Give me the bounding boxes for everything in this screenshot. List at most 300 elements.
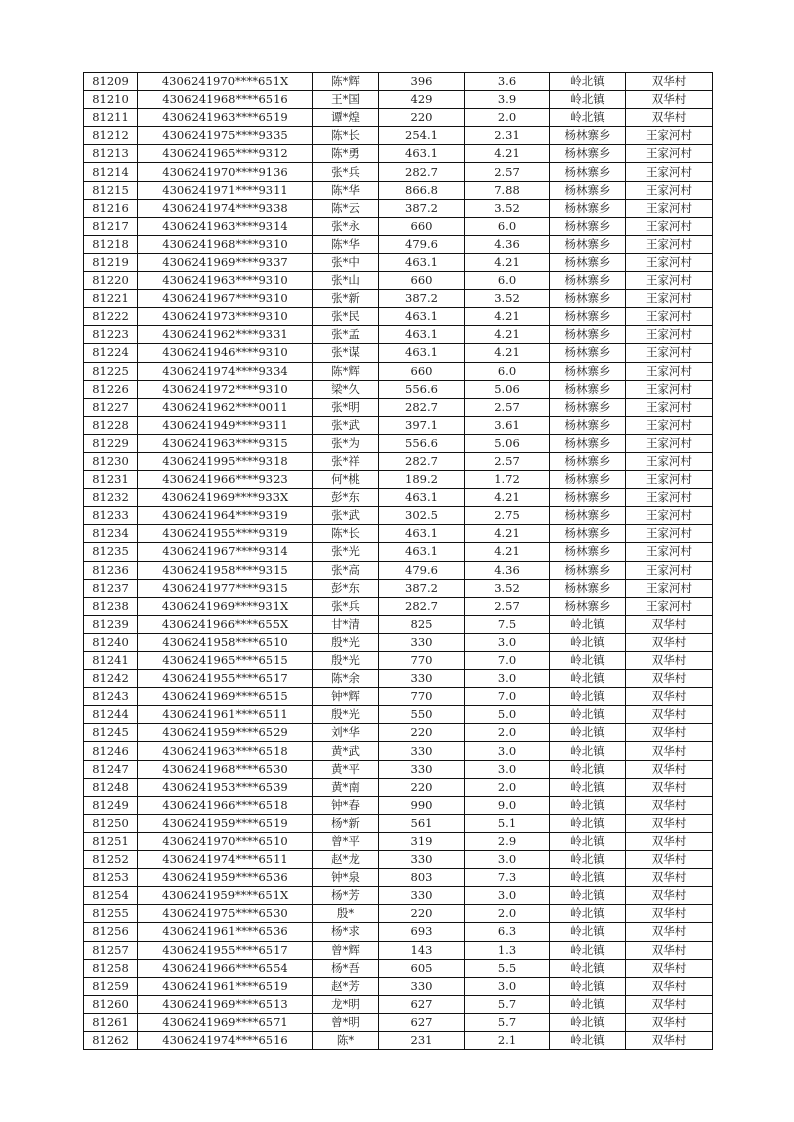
area-cell: 2.0 — [465, 724, 550, 742]
area-cell: 3.0 — [465, 670, 550, 688]
serial-number-cell: 81254 — [84, 887, 138, 905]
amount-cell: 282.7 — [379, 163, 465, 181]
amount-cell: 319 — [379, 832, 465, 850]
area-cell: 5.7 — [465, 995, 550, 1013]
amount-cell: 770 — [379, 652, 465, 670]
amount-cell: 282.7 — [379, 597, 465, 615]
name-cell: 张*孟 — [313, 326, 379, 344]
id-number-cell: 4306241958****6510 — [138, 633, 313, 651]
name-cell: 谭*煌 — [313, 109, 379, 127]
village-cell: 双华村 — [626, 1013, 713, 1031]
name-cell: 殷* — [313, 905, 379, 923]
amount-cell: 330 — [379, 670, 465, 688]
table-row — [84, 489, 713, 507]
town-cell: 岭北镇 — [550, 109, 626, 127]
name-cell: 陈*勇 — [313, 145, 379, 163]
table-row — [84, 308, 713, 326]
village-cell: 王家河村 — [626, 452, 713, 470]
town-cell: 岭北镇 — [550, 814, 626, 832]
id-number-cell: 4306241949****9311 — [138, 416, 313, 434]
town-cell: 杨林寨乡 — [550, 543, 626, 561]
serial-number-cell: 81216 — [84, 199, 138, 217]
village-cell: 王家河村 — [626, 434, 713, 452]
village-cell: 王家河村 — [626, 199, 713, 217]
village-cell: 双华村 — [626, 760, 713, 778]
area-cell: 4.21 — [465, 145, 550, 163]
area-cell: 3.52 — [465, 290, 550, 308]
amount-cell: 479.6 — [379, 561, 465, 579]
village-cell: 王家河村 — [626, 597, 713, 615]
village-cell: 双华村 — [626, 905, 713, 923]
serial-number-cell: 81242 — [84, 670, 138, 688]
amount-cell: 330 — [379, 760, 465, 778]
village-cell: 双华村 — [626, 887, 713, 905]
table-row — [84, 290, 713, 308]
amount-cell: 463.1 — [379, 489, 465, 507]
table-row — [84, 579, 713, 597]
area-cell: 6.0 — [465, 217, 550, 235]
amount-cell: 825 — [379, 615, 465, 633]
serial-number-cell: 81230 — [84, 452, 138, 470]
table-row — [84, 724, 713, 742]
area-cell: 5.0 — [465, 706, 550, 724]
amount-cell: 990 — [379, 796, 465, 814]
village-cell: 双华村 — [626, 959, 713, 977]
amount-cell: 561 — [379, 814, 465, 832]
table-row — [84, 869, 713, 887]
amount-cell: 387.2 — [379, 199, 465, 217]
area-cell: 3.0 — [465, 742, 550, 760]
area-cell: 7.88 — [465, 181, 550, 199]
serial-number-cell: 81231 — [84, 471, 138, 489]
name-cell: 杨*芳 — [313, 887, 379, 905]
table-row — [84, 109, 713, 127]
area-cell: 4.21 — [465, 489, 550, 507]
name-cell: 张*明 — [313, 398, 379, 416]
table-row — [84, 615, 713, 633]
serial-number-cell: 81222 — [84, 308, 138, 326]
village-cell: 双华村 — [626, 796, 713, 814]
id-number-cell: 4306241975****9335 — [138, 127, 313, 145]
name-cell: 龙*明 — [313, 995, 379, 1013]
town-cell: 岭北镇 — [550, 615, 626, 633]
town-cell: 杨林寨乡 — [550, 597, 626, 615]
table-row — [84, 398, 713, 416]
id-number-cell: 4306241968****6516 — [138, 91, 313, 109]
name-cell: 王*国 — [313, 91, 379, 109]
id-number-cell: 4306241963****6518 — [138, 742, 313, 760]
town-cell: 杨林寨乡 — [550, 561, 626, 579]
amount-cell: 143 — [379, 941, 465, 959]
id-number-cell: 4306241969****931X — [138, 597, 313, 615]
name-cell: 彭*东 — [313, 489, 379, 507]
town-cell: 岭北镇 — [550, 91, 626, 109]
id-number-cell: 4306241961****6511 — [138, 706, 313, 724]
name-cell: 曾*明 — [313, 1013, 379, 1031]
id-number-cell: 4306241966****655X — [138, 615, 313, 633]
village-cell: 双华村 — [626, 670, 713, 688]
village-cell: 双华村 — [626, 832, 713, 850]
serial-number-cell: 81214 — [84, 163, 138, 181]
town-cell: 岭北镇 — [550, 1031, 626, 1049]
town-cell: 杨林寨乡 — [550, 272, 626, 290]
village-cell: 双华村 — [626, 941, 713, 959]
area-cell: 3.0 — [465, 633, 550, 651]
village-cell: 双华村 — [626, 724, 713, 742]
id-number-cell: 4306241974****9338 — [138, 199, 313, 217]
amount-cell: 429 — [379, 91, 465, 109]
table-row — [84, 380, 713, 398]
serial-number-cell: 81224 — [84, 344, 138, 362]
amount-cell: 463.1 — [379, 253, 465, 271]
amount-cell: 866.8 — [379, 181, 465, 199]
town-cell: 岭北镇 — [550, 796, 626, 814]
serial-number-cell: 81238 — [84, 597, 138, 615]
serial-number-cell: 81217 — [84, 217, 138, 235]
id-number-cell: 4306241971****9311 — [138, 181, 313, 199]
amount-cell: 220 — [379, 905, 465, 923]
area-cell: 3.52 — [465, 199, 550, 217]
name-cell: 张*光 — [313, 543, 379, 561]
serial-number-cell: 81236 — [84, 561, 138, 579]
village-cell: 双华村 — [626, 91, 713, 109]
table-row — [84, 905, 713, 923]
village-cell: 王家河村 — [626, 253, 713, 271]
table-row — [84, 145, 713, 163]
town-cell: 杨林寨乡 — [550, 579, 626, 597]
serial-number-cell: 81250 — [84, 814, 138, 832]
area-cell: 6.3 — [465, 923, 550, 941]
amount-cell: 627 — [379, 995, 465, 1013]
village-cell: 王家河村 — [626, 543, 713, 561]
area-cell: 3.0 — [465, 977, 550, 995]
records-table — [83, 72, 713, 1050]
name-cell: 杨*吾 — [313, 959, 379, 977]
name-cell: 陈*华 — [313, 235, 379, 253]
village-cell: 王家河村 — [626, 145, 713, 163]
id-number-cell: 4306241974****6511 — [138, 851, 313, 869]
town-cell: 杨林寨乡 — [550, 163, 626, 181]
id-number-cell: 4306241963****9310 — [138, 272, 313, 290]
area-cell: 4.21 — [465, 253, 550, 271]
id-number-cell: 4306241959****6529 — [138, 724, 313, 742]
name-cell: 陈*云 — [313, 199, 379, 217]
id-number-cell: 4306241969****9337 — [138, 253, 313, 271]
amount-cell: 463.1 — [379, 344, 465, 362]
town-cell: 岭北镇 — [550, 869, 626, 887]
id-number-cell: 4306241969****6515 — [138, 688, 313, 706]
table-row — [84, 73, 713, 91]
village-cell: 王家河村 — [626, 525, 713, 543]
table-row — [84, 91, 713, 109]
serial-number-cell: 81257 — [84, 941, 138, 959]
id-number-cell: 4306241974****9334 — [138, 362, 313, 380]
town-cell: 岭北镇 — [550, 887, 626, 905]
table-row — [84, 923, 713, 941]
name-cell: 陈*余 — [313, 670, 379, 688]
serial-number-cell: 81239 — [84, 615, 138, 633]
area-cell: 4.21 — [465, 308, 550, 326]
name-cell: 张*谋 — [313, 344, 379, 362]
table-row — [84, 217, 713, 235]
serial-number-cell: 81218 — [84, 235, 138, 253]
id-number-cell: 4306241961****6536 — [138, 923, 313, 941]
town-cell: 岭北镇 — [550, 760, 626, 778]
table-row — [84, 977, 713, 995]
table-row — [84, 235, 713, 253]
table-row — [84, 163, 713, 181]
id-number-cell: 4306241946****9310 — [138, 344, 313, 362]
town-cell: 杨林寨乡 — [550, 471, 626, 489]
town-cell: 杨林寨乡 — [550, 217, 626, 235]
amount-cell: 220 — [379, 724, 465, 742]
name-cell: 张*武 — [313, 416, 379, 434]
amount-cell: 463.1 — [379, 308, 465, 326]
area-cell: 9.0 — [465, 796, 550, 814]
village-cell: 王家河村 — [626, 326, 713, 344]
id-number-cell: 4306241966****9323 — [138, 471, 313, 489]
name-cell: 赵*龙 — [313, 851, 379, 869]
serial-number-cell: 81245 — [84, 724, 138, 742]
amount-cell: 397.1 — [379, 416, 465, 434]
amount-cell: 282.7 — [379, 398, 465, 416]
town-cell: 岭北镇 — [550, 73, 626, 91]
village-cell: 王家河村 — [626, 272, 713, 290]
name-cell: 陈*华 — [313, 181, 379, 199]
id-number-cell: 4306241964****9319 — [138, 507, 313, 525]
area-cell: 5.1 — [465, 814, 550, 832]
serial-number-cell: 81259 — [84, 977, 138, 995]
table-row — [84, 344, 713, 362]
id-number-cell: 4306241967****9314 — [138, 543, 313, 561]
area-cell: 5.5 — [465, 959, 550, 977]
amount-cell: 220 — [379, 109, 465, 127]
area-cell: 4.21 — [465, 543, 550, 561]
town-cell: 岭北镇 — [550, 923, 626, 941]
town-cell: 杨林寨乡 — [550, 452, 626, 470]
town-cell: 杨林寨乡 — [550, 362, 626, 380]
town-cell: 杨林寨乡 — [550, 489, 626, 507]
serial-number-cell: 81255 — [84, 905, 138, 923]
name-cell: 曾*辉 — [313, 941, 379, 959]
area-cell: 7.0 — [465, 652, 550, 670]
serial-number-cell: 81240 — [84, 633, 138, 651]
village-cell: 双华村 — [626, 615, 713, 633]
name-cell: 甘*清 — [313, 615, 379, 633]
area-cell: 6.0 — [465, 362, 550, 380]
serial-number-cell: 81221 — [84, 290, 138, 308]
town-cell: 杨林寨乡 — [550, 181, 626, 199]
table-row — [84, 181, 713, 199]
table-row — [84, 416, 713, 434]
amount-cell: 463.1 — [379, 525, 465, 543]
table-row — [84, 452, 713, 470]
table-row — [84, 507, 713, 525]
serial-number-cell: 81215 — [84, 181, 138, 199]
name-cell: 张*中 — [313, 253, 379, 271]
serial-number-cell: 81237 — [84, 579, 138, 597]
serial-number-cell: 81261 — [84, 1013, 138, 1031]
id-number-cell: 4306241955****9319 — [138, 525, 313, 543]
serial-number-cell: 81243 — [84, 688, 138, 706]
village-cell: 王家河村 — [626, 380, 713, 398]
village-cell: 双华村 — [626, 109, 713, 127]
table-row — [84, 941, 713, 959]
area-cell: 4.21 — [465, 525, 550, 543]
area-cell: 7.5 — [465, 615, 550, 633]
serial-number-cell: 81212 — [84, 127, 138, 145]
town-cell: 岭北镇 — [550, 941, 626, 959]
village-cell: 王家河村 — [626, 489, 713, 507]
serial-number-cell: 81260 — [84, 995, 138, 1013]
village-cell: 王家河村 — [626, 235, 713, 253]
table-row — [84, 253, 713, 271]
area-cell: 2.1 — [465, 1031, 550, 1049]
name-cell: 陈*长 — [313, 127, 379, 145]
town-cell: 岭北镇 — [550, 905, 626, 923]
area-cell: 2.0 — [465, 905, 550, 923]
area-cell: 4.36 — [465, 235, 550, 253]
table-row — [84, 959, 713, 977]
area-cell: 3.0 — [465, 760, 550, 778]
table-row — [84, 706, 713, 724]
id-number-cell: 4306241962****0011 — [138, 398, 313, 416]
name-cell: 刘*华 — [313, 724, 379, 742]
village-cell: 王家河村 — [626, 181, 713, 199]
id-number-cell: 4306241963****6519 — [138, 109, 313, 127]
id-number-cell: 4306241970****6510 — [138, 832, 313, 850]
amount-cell: 660 — [379, 272, 465, 290]
table-row — [84, 778, 713, 796]
name-cell: 殷*光 — [313, 706, 379, 724]
id-number-cell: 4306241973****9310 — [138, 308, 313, 326]
table-row — [84, 326, 713, 344]
amount-cell: 479.6 — [379, 235, 465, 253]
village-cell: 王家河村 — [626, 416, 713, 434]
amount-cell: 254.1 — [379, 127, 465, 145]
id-number-cell: 4306241975****6530 — [138, 905, 313, 923]
amount-cell: 660 — [379, 362, 465, 380]
village-cell: 双华村 — [626, 688, 713, 706]
name-cell: 杨*新 — [313, 814, 379, 832]
area-cell: 3.61 — [465, 416, 550, 434]
serial-number-cell: 81233 — [84, 507, 138, 525]
id-number-cell: 4306241959****6536 — [138, 869, 313, 887]
name-cell: 钟*泉 — [313, 869, 379, 887]
serial-number-cell: 81247 — [84, 760, 138, 778]
area-cell: 3.0 — [465, 851, 550, 869]
town-cell: 杨林寨乡 — [550, 235, 626, 253]
amount-cell: 387.2 — [379, 290, 465, 308]
name-cell: 张*新 — [313, 290, 379, 308]
town-cell: 杨林寨乡 — [550, 380, 626, 398]
name-cell: 钟*辉 — [313, 688, 379, 706]
serial-number-cell: 81234 — [84, 525, 138, 543]
table-row — [84, 832, 713, 850]
area-cell: 2.57 — [465, 398, 550, 416]
amount-cell: 770 — [379, 688, 465, 706]
town-cell: 岭北镇 — [550, 706, 626, 724]
village-cell: 双华村 — [626, 995, 713, 1013]
village-cell: 双华村 — [626, 814, 713, 832]
id-number-cell: 4306241972****9310 — [138, 380, 313, 398]
town-cell: 岭北镇 — [550, 977, 626, 995]
amount-cell: 660 — [379, 217, 465, 235]
table-row — [84, 434, 713, 452]
id-number-cell: 4306241962****9331 — [138, 326, 313, 344]
name-cell: 张*永 — [313, 217, 379, 235]
name-cell: 陈*长 — [313, 525, 379, 543]
name-cell: 黄*武 — [313, 742, 379, 760]
area-cell: 5.06 — [465, 434, 550, 452]
name-cell: 黄*平 — [313, 760, 379, 778]
town-cell: 杨林寨乡 — [550, 525, 626, 543]
table-row — [84, 543, 713, 561]
town-cell: 杨林寨乡 — [550, 416, 626, 434]
serial-number-cell: 81252 — [84, 851, 138, 869]
records-table-body — [84, 73, 713, 1050]
town-cell: 岭北镇 — [550, 778, 626, 796]
table-row — [84, 597, 713, 615]
amount-cell: 556.6 — [379, 380, 465, 398]
amount-cell: 387.2 — [379, 579, 465, 597]
table-row — [84, 760, 713, 778]
area-cell: 7.0 — [465, 688, 550, 706]
id-number-cell: 4306241969****933X — [138, 489, 313, 507]
village-cell: 双华村 — [626, 923, 713, 941]
town-cell: 岭北镇 — [550, 959, 626, 977]
amount-cell: 189.2 — [379, 471, 465, 489]
table-row — [84, 670, 713, 688]
table-row — [84, 1013, 713, 1031]
village-cell: 王家河村 — [626, 127, 713, 145]
village-cell: 王家河村 — [626, 308, 713, 326]
table-row — [84, 652, 713, 670]
serial-number-cell: 81210 — [84, 91, 138, 109]
town-cell: 岭北镇 — [550, 688, 626, 706]
town-cell: 岭北镇 — [550, 995, 626, 1013]
serial-number-cell: 81262 — [84, 1031, 138, 1049]
area-cell: 5.06 — [465, 380, 550, 398]
amount-cell: 330 — [379, 977, 465, 995]
town-cell: 杨林寨乡 — [550, 344, 626, 362]
id-number-cell: 4306241970****9136 — [138, 163, 313, 181]
name-cell: 殷*光 — [313, 633, 379, 651]
village-cell: 双华村 — [626, 869, 713, 887]
town-cell: 岭北镇 — [550, 851, 626, 869]
serial-number-cell: 81241 — [84, 652, 138, 670]
serial-number-cell: 81213 — [84, 145, 138, 163]
amount-cell: 803 — [379, 869, 465, 887]
id-number-cell: 4306241959****6519 — [138, 814, 313, 832]
serial-number-cell: 81209 — [84, 73, 138, 91]
table-row — [84, 887, 713, 905]
amount-cell: 330 — [379, 887, 465, 905]
amount-cell: 463.1 — [379, 543, 465, 561]
name-cell: 钟*春 — [313, 796, 379, 814]
amount-cell: 302.5 — [379, 507, 465, 525]
amount-cell: 605 — [379, 959, 465, 977]
id-number-cell: 4306241955****6517 — [138, 670, 313, 688]
id-number-cell: 4306241959****651X — [138, 887, 313, 905]
table-row — [84, 471, 713, 489]
serial-number-cell: 81220 — [84, 272, 138, 290]
id-number-cell: 4306241963****9315 — [138, 434, 313, 452]
area-cell: 4.36 — [465, 561, 550, 579]
amount-cell: 330 — [379, 633, 465, 651]
serial-number-cell: 81232 — [84, 489, 138, 507]
area-cell: 2.57 — [465, 452, 550, 470]
